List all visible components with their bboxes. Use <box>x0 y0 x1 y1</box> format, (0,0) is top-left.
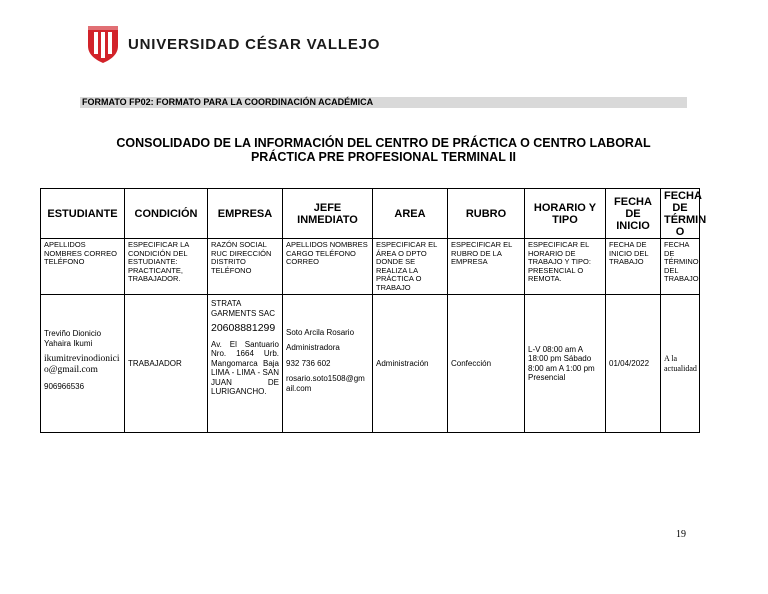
header-jefe: JEFE INMEDIATO <box>283 189 373 239</box>
header-condicion: CONDICIÓN <box>125 189 208 239</box>
header-empresa: EMPRESA <box>208 189 283 239</box>
page-number: 19 <box>676 529 686 540</box>
logo-text: UNIVERSIDAD CÉSAR VALLEJO <box>128 35 381 53</box>
boss-name: Soto Arcila Rosario <box>286 327 355 337</box>
company-name: STRATA GARMENTS SAC <box>211 299 276 318</box>
company-address: Av. El Santuario Nro. 1664 Urb. Mangomarca Baja LIMA - LIMA - SAN JUAN DE LURIGANCHO. <box>211 339 279 396</box>
student-email: ikumitrevinodionicio@gmail.com <box>44 354 120 376</box>
university-logo <box>86 24 380 64</box>
header-horario: HORARIO Y TIPO <box>525 189 606 239</box>
header-estudiante: ESTUDIANTE <box>41 189 125 239</box>
cell-empresa <box>208 295 283 433</box>
cell-estudiante <box>41 295 125 433</box>
header-area: AREA <box>373 189 448 239</box>
desc-fecha-inicio: FECHA DE INICIO DEL TRABAJO <box>606 239 661 295</box>
student-name: Treviño Dionicio Yahaira Ikumi <box>44 329 102 348</box>
document-title: CONSOLIDADO DE LA INFORMACIÓN DEL CENTRO DE PRÁCTICA O CENTRO LABORAL <box>116 136 651 150</box>
cell-condicion: TRABAJADOR <box>125 295 208 433</box>
header-fecha-inicio: FECHA DE INICIO <box>606 189 661 239</box>
cell-rubro: Confección <box>448 295 525 433</box>
format-label: FORMATO FP02: FORMATO PARA LA COORDINACIÓN ACADÉMICA <box>80 97 687 108</box>
header-row <box>41 189 700 239</box>
boss-phone: 932 736 602 <box>286 358 331 368</box>
desc-fecha-termino: FECHA DE TÉRMINO DEL TRABAJO <box>661 239 700 295</box>
cell-area: Administración <box>373 295 448 433</box>
desc-rubro: ESPECIFICAR EL RUBRO DE LA EMPRESA <box>448 239 525 295</box>
desc-condicion: ESPECIFICAR LA CONDICIÓN DEL ESTUDIANTE: PRACTICANTE, TRABAJADOR. <box>125 239 208 295</box>
header-rubro: RUBRO <box>448 189 525 239</box>
consolidated-table <box>40 188 707 433</box>
boss-email: rosario.soto1508@gmail.com <box>286 374 365 393</box>
description-row <box>41 239 700 295</box>
document-subtitle: PRÁCTICA PRE PROFESIONAL TERMINAL II <box>250 150 517 164</box>
cell-jefe <box>283 295 373 433</box>
company-ruc: 20608881299 <box>211 322 276 334</box>
table-row <box>41 295 700 433</box>
boss-role: Administradora <box>286 343 340 353</box>
desc-empresa: RAZÓN SOCIAL RUC DIRECCIÓN DISTRITO TELÉFONO <box>208 239 283 295</box>
cell-fecha-inicio: 01/04/2022 <box>606 295 661 433</box>
cell-fecha-termino: A la actualidad <box>661 295 700 433</box>
ucv-shield-icon <box>86 24 120 64</box>
desc-area: ESPECIFICAR EL ÁREA O DPTO DONDE SE REALIZA LA PRÁCTICA O TRABAJO <box>373 239 448 295</box>
cell-horario: L-V 08:00 am A 18:00 pm Sábado 8:00 am A 1:00 pm Presencial <box>525 295 606 433</box>
header-fecha-termino: FECHA DE TÉRMIN O <box>661 189 700 239</box>
desc-jefe: APELLIDOS NOMBRES CARGO TELÉFONO CORREO <box>283 239 373 295</box>
desc-horario: ESPECIFICAR EL HORARIO DE TRABAJO Y TIPO: PRESENCIAL O REMOTA. <box>525 239 606 295</box>
desc-estudiante: APELLIDOS NOMBRES CORREO TELÉFONO <box>41 239 125 295</box>
student-phone: 906966536 <box>44 382 85 392</box>
